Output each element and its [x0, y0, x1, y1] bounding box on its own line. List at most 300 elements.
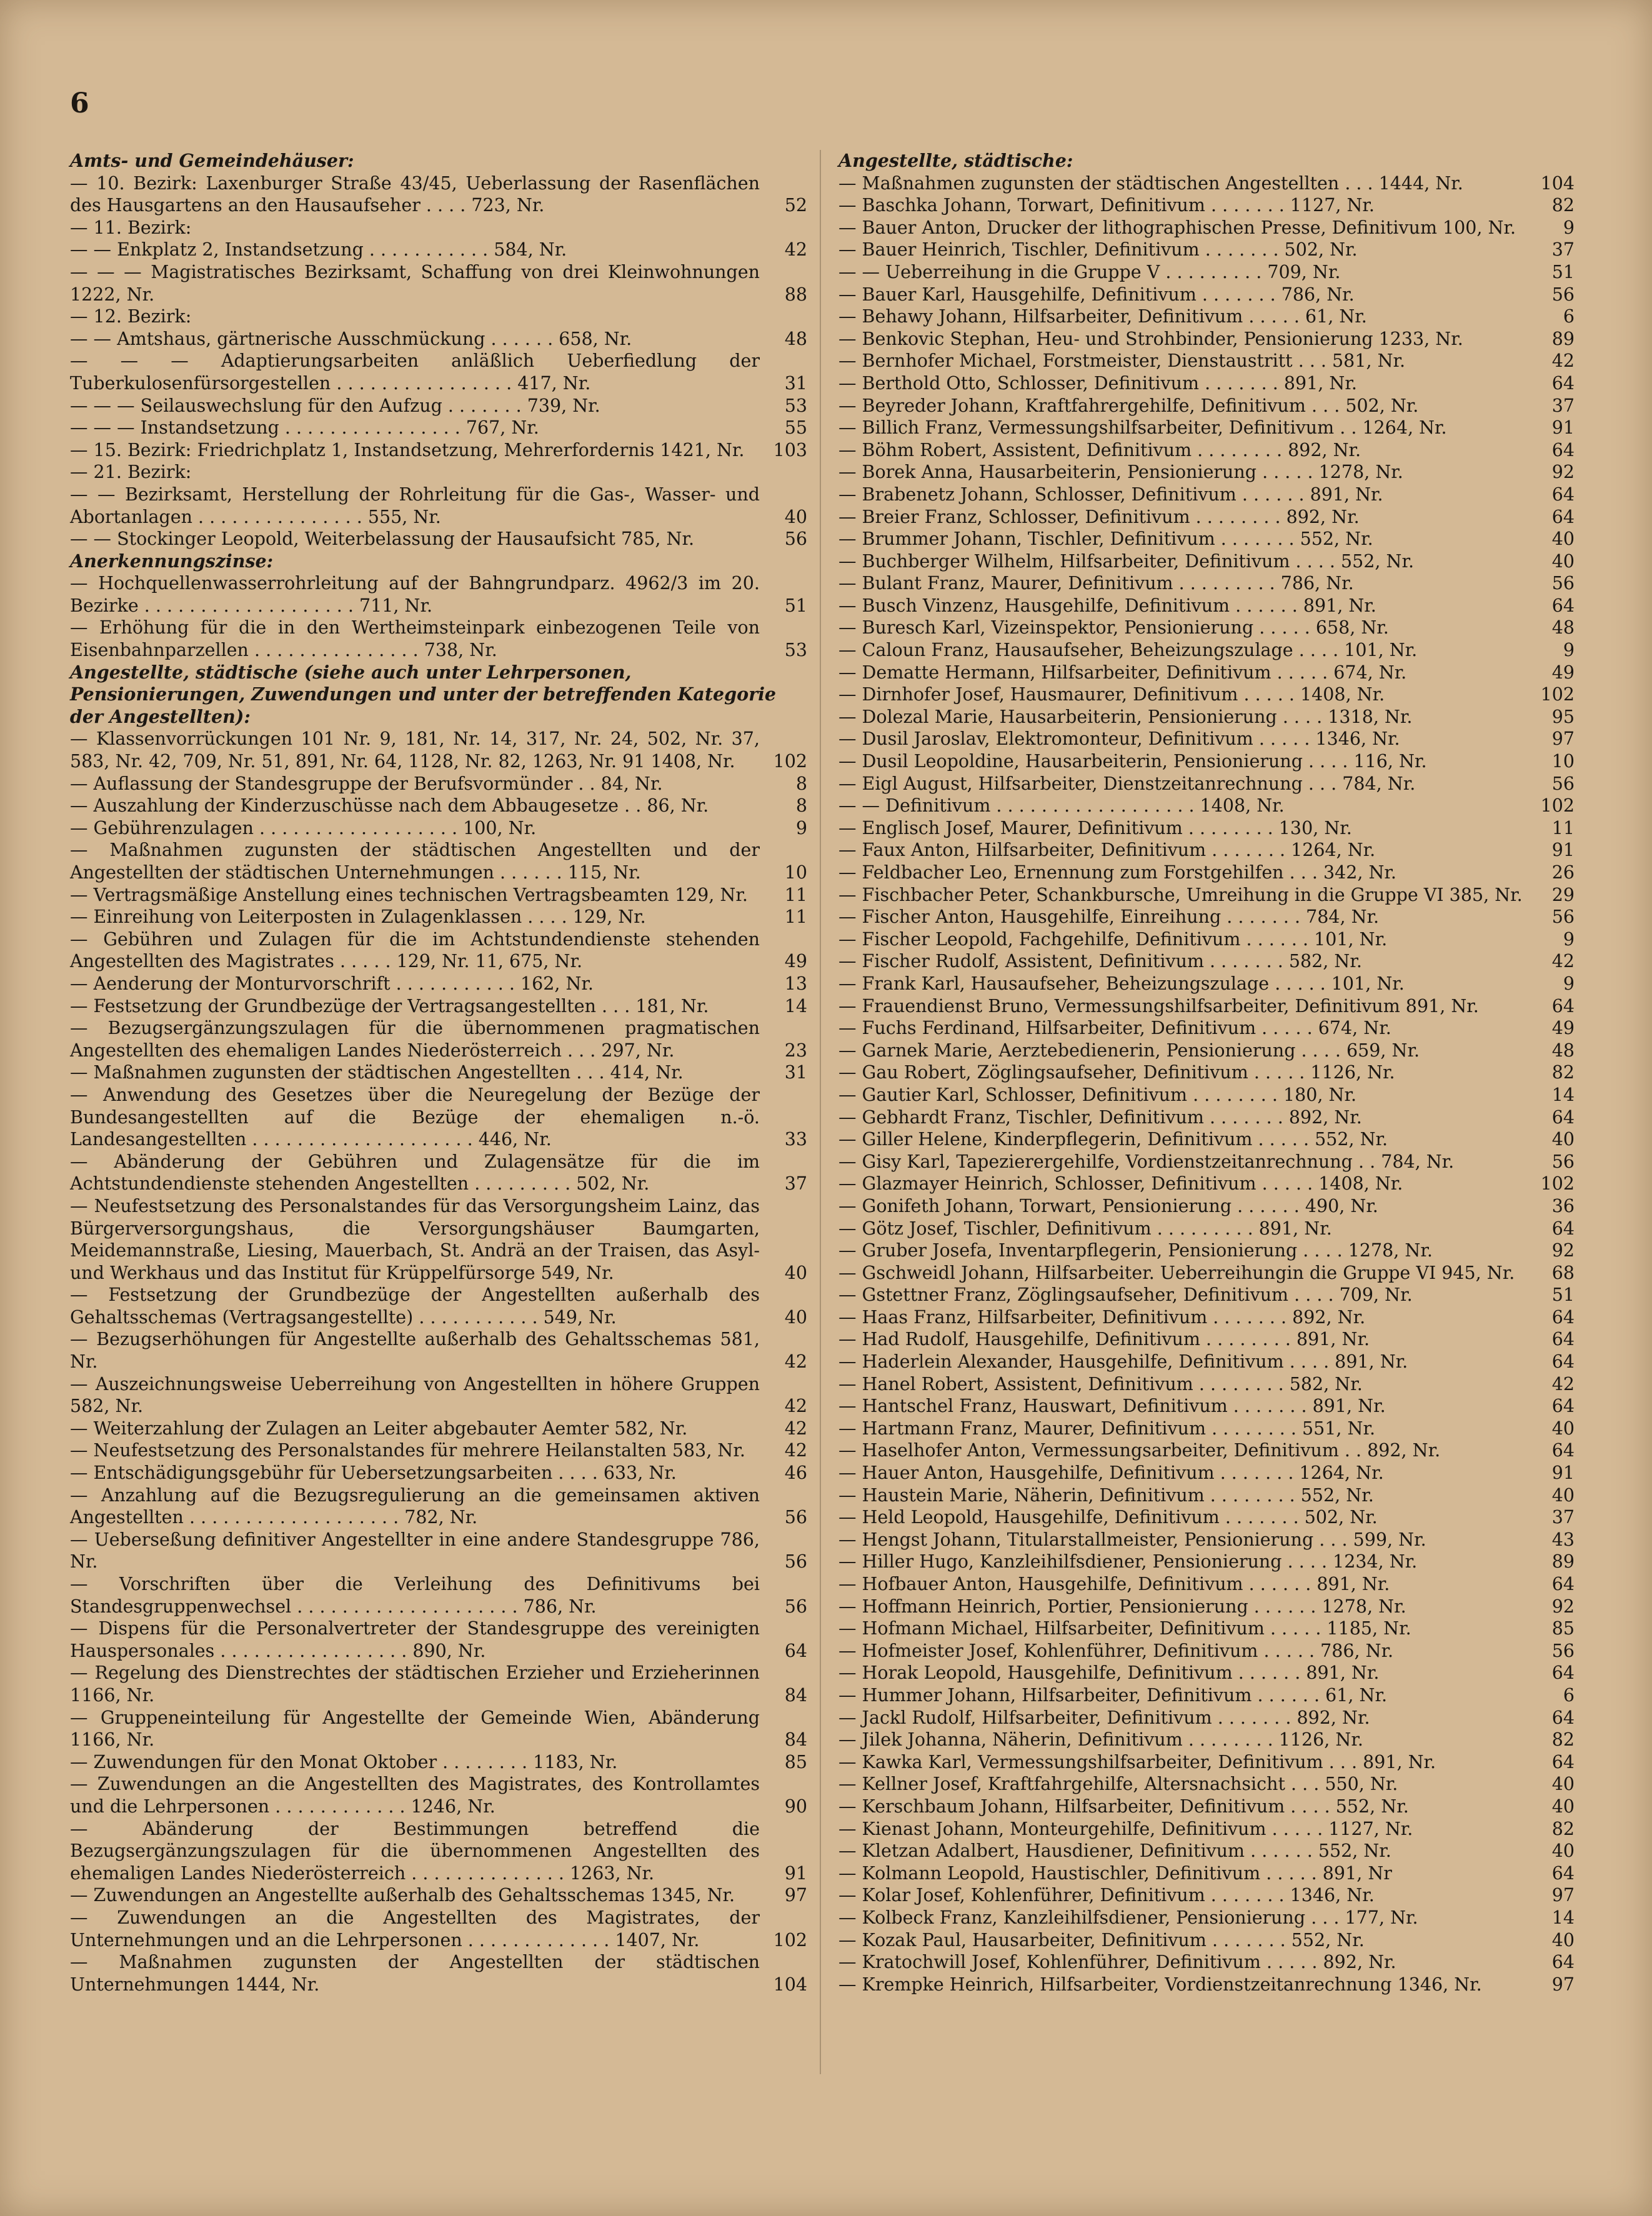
- entry-page-ref: 31: [784, 372, 807, 394]
- entry-page-ref: 49: [1551, 662, 1575, 683]
- entry-page-ref: 37: [1551, 239, 1575, 261]
- entry-text: — Giller Helene, Kinderpflegerin, Definitivum . . . . . 552, Nr.: [838, 1129, 1388, 1150]
- right-index-entry: [838, 350, 1575, 372]
- entry-page-ref: 10: [784, 862, 807, 883]
- entry-text: — Busch Vinzenz, Hausgehilfe, Definitivum . . . . . . 891, Nr.: [838, 595, 1376, 616]
- right-index-entry: [838, 1974, 1575, 1996]
- entry-page-ref: 56: [784, 1551, 807, 1573]
- right-index-entry: [838, 1640, 1575, 1662]
- entry-text: — Abänderung der Gebühren und Zulagensätze für die im Achtstundendienste stehenden Angestellten . . . . . . . . . 502, Nr.: [70, 1151, 760, 1195]
- right-index-entry: [838, 217, 1575, 239]
- right-index-entry: [838, 261, 1575, 284]
- entry-page-ref: 37: [1551, 395, 1575, 416]
- left-index-entry: [70, 773, 807, 795]
- right-index-entry: [838, 1462, 1575, 1484]
- entry-text: — Hengst Johann, Titularstallmeister, Pensionierung . . . 599, Nr.: [838, 1529, 1426, 1550]
- entry-page-ref: 40: [784, 1262, 807, 1283]
- right-index-entry: [838, 839, 1575, 862]
- entry-text: — Kienast Johann, Monteurgehilfe, Definitivum . . . . . 1127, Nr.: [838, 1818, 1413, 1839]
- entry-text: — Auszeichnungsweise Ueberreihung von Angestellten in höhere Gruppen 582, Nr.: [70, 1373, 760, 1417]
- entry-text: — Frauendienst Bruno, Vermessungshilfsarbeiter, Definitivum 891, Nr.: [838, 995, 1479, 1016]
- entry-text: — Kerschbaum Johann, Hilfsarbeiter, Definitivum . . . . 552, Nr.: [838, 1796, 1409, 1817]
- entry-page-ref: 40: [1551, 1929, 1575, 1950]
- entry-text: — Faux Anton, Hilfsarbeiter, Definitivum . . . . . . . 1264, Nr.: [838, 840, 1376, 861]
- left-index-entry: [70, 839, 807, 883]
- entry-text: — Haustein Marie, Näherin, Definitivum . . . . . . . . 552, Nr.: [838, 1484, 1374, 1506]
- right-index-entry: [838, 1684, 1575, 1707]
- entry-page-ref: 9: [1563, 640, 1575, 661]
- entry-page-ref: 64: [1551, 1574, 1575, 1594]
- entry-page-ref: 40: [1551, 529, 1575, 550]
- entry-text: — Maßnahmen zugunsten der Angestellten der städtischen Unternehmungen 1444, Nr.: [70, 1952, 760, 1995]
- entry-text: — Feldbacher Leo, Ernennung zum Forstgehilfen . . . 342, Nr.: [838, 862, 1396, 883]
- entry-text: — Götz Josef, Tischler, Definitivum . . . . . . . . . 891, Nr.: [838, 1218, 1332, 1239]
- entry-text: — Dusil Jaroslav, Elektromonteur, Definitivum . . . . . 1346, Nr.: [838, 728, 1400, 750]
- entry-page-ref: 64: [1551, 595, 1575, 616]
- entry-text: — 15. Bezirk: Friedrichplatz 1, Instandsetzung, Mehrerfordernis 1421, Nr.: [70, 439, 745, 460]
- entry-page-ref: 14: [1551, 1084, 1575, 1105]
- left-index-entry: [70, 1573, 807, 1617]
- entry-page-ref: 36: [1551, 1195, 1575, 1216]
- entry-page-ref: 40: [1551, 1774, 1575, 1795]
- right-index-entry: [838, 1862, 1575, 1885]
- entry-text: — Vertragsmäßige Anstellung eines technischen Vertragsbeamten 129, Nr.: [70, 884, 748, 905]
- entry-page-ref: 31: [784, 1062, 807, 1083]
- entry-text: — Neufestsetzung des Personalstandes für mehrere Heilanstalten 583, Nr.: [70, 1440, 745, 1461]
- entry-text: — Gau Robert, Zöglingsaufseher, Definitivum . . . . . 1126, Nr.: [838, 1062, 1395, 1083]
- right-index-entry: [838, 1596, 1575, 1618]
- entry-page-ref: 42: [1551, 951, 1575, 972]
- right-index-entry: [838, 928, 1575, 951]
- right-index-entry: [838, 1262, 1575, 1284]
- right-index-entry: [838, 1707, 1575, 1729]
- right-index-entry: [838, 1818, 1575, 1841]
- entry-page-ref: 42: [784, 1440, 807, 1461]
- entry-text: — Festsetzung der Grundbezüge der Angestellten außerhalb des Gehaltsschemas (Vertragsangestellte) . . . . . . . . . . . 549, Nr.: [70, 1284, 760, 1328]
- left-index-entry: [70, 1951, 807, 1995]
- entry-text: — Klassenvorrückungen 101 Nr. 9, 181, Nr. 14, 317, Nr. 24, 502, Nr. 37, 583, Nr. 42, 709, Nr. 51, 891, Nr. 64, 1128, Nr. 82, 1263, Nr. 91 1408, Nr.: [70, 728, 760, 772]
- entry-text: — — Amtshaus, gärtnerische Ausschmückung . . . . . . 658, Nr.: [70, 328, 632, 349]
- right-index-entry: [838, 239, 1575, 261]
- left-index-entry: [70, 1617, 807, 1662]
- right-column: [838, 150, 1575, 1995]
- entry-text: — — Definitivum . . . . . . . . . . . . . . . . . . 1408, Nr.: [838, 795, 1285, 817]
- entry-text: — Gebhardt Franz, Tischler, Definitivum . . . . . . . 892, Nr.: [838, 1106, 1362, 1128]
- entry-text: — Garnek Marie, Aerztebedienerin, Pensionierung . . . . 659, Nr.: [838, 1040, 1420, 1061]
- right-index-entry: [838, 1195, 1575, 1218]
- left-index-entry: [70, 484, 807, 528]
- entry-text: — Zuwendungen an die Angestellten des Magistrates, des Kontrollamtes und die Lehrpersonen . . . . . . . . . . . . 1246, Nr.: [70, 1774, 760, 1817]
- entry-text: — Fischbacher Peter, Schankbursche, Umreihung in die Gruppe VI 385, Nr.: [838, 884, 1523, 905]
- entry-page-ref: 42: [784, 1351, 807, 1373]
- entry-page-ref: 102: [1540, 795, 1575, 817]
- right-index-entry: [838, 706, 1575, 728]
- left-index-entry: [70, 417, 807, 439]
- left-index-entry: [70, 1707, 807, 1751]
- entry-page-ref: 84: [784, 1684, 807, 1706]
- entry-page-ref: 13: [784, 973, 807, 994]
- left-index-entry: [70, 328, 807, 350]
- entry-page-ref: 42: [784, 1418, 807, 1439]
- entry-page-ref: 64: [1551, 1862, 1575, 1884]
- entry-page-ref: 84: [784, 1729, 807, 1751]
- entry-text: — Gisy Karl, Tapezierergehilfe, Vordienstzeitanrechnung . . 784, Nr.: [838, 1151, 1455, 1172]
- right-index-entry: [838, 884, 1575, 907]
- entry-text: — Bulant Franz, Maurer, Definitivum . . . . . . . . . 786, Nr.: [838, 573, 1354, 594]
- left-index-entry: [70, 1529, 807, 1573]
- entry-page-ref: 56: [1551, 907, 1575, 928]
- right-index-entry: [838, 1061, 1575, 1084]
- entry-text: — Haas Franz, Hilfsarbeiter, Definitivum . . . . . . . 892, Nr.: [838, 1306, 1366, 1328]
- entry-page-ref: 40: [784, 1306, 807, 1328]
- entry-page-ref: 48: [1551, 617, 1575, 638]
- entry-text: — Dusil Leopoldine, Hausarbeiterin, Pensionierung . . . . 116, Nr.: [838, 751, 1427, 772]
- entry-text: — Jilek Johanna, Näherin, Definitivum . . . . . . . . 1126, Nr.: [838, 1729, 1363, 1751]
- entry-text: — Hiller Hugo, Kanzleihilfsdiener, Pensionierung . . . . 1234, Nr.: [838, 1551, 1418, 1573]
- entry-text: — Abänderung der Bestimmungen betreffend die Bezugsergänzungszulagen für die übernommenen Angestellten des ehemaligen Landes Niederösterreich . . . . . . . . . . . . . . 1263, Nr.: [70, 1818, 760, 1884]
- entry-page-ref: 104: [773, 1974, 807, 1995]
- entry-text: — Behawy Johann, Hilfsarbeiter, Definitivum . . . . . 61, Nr.: [838, 306, 1367, 327]
- entry-text: — Kolbeck Franz, Kanzleihilfsdiener, Pensionierung . . . 177, Nr.: [838, 1907, 1418, 1928]
- left-index-entry: [70, 1017, 807, 1061]
- entry-page-ref: 102: [773, 751, 807, 772]
- entry-text: — Zuwendungen an die Angestellten des Magistrates, der Unternehmungen und an die Lehrpersonen . . . . . . . . . . . . . 1407, Nr.: [70, 1907, 760, 1950]
- left-index-entry: [70, 350, 807, 394]
- entry-page-ref: 64: [1551, 1306, 1575, 1328]
- right-index-entry: [838, 1439, 1575, 1462]
- right-index-entry: [838, 528, 1575, 550]
- entry-page-ref: 9: [1563, 928, 1575, 950]
- entry-page-ref: 42: [1551, 350, 1575, 372]
- right-heading: Angestellte, städtische:: [838, 150, 1073, 171]
- entry-text: — Billich Franz, Vermessungshilfsarbeiter, Definitivum . . 1264, Nr.: [838, 417, 1447, 439]
- entry-page-ref: 43: [1551, 1529, 1575, 1550]
- entry-text: — Gruppeneinteilung für Angestellte der Gemeinde Wien, Abänderung 1166, Nr.: [70, 1707, 760, 1751]
- right-index-entry: [838, 172, 1575, 195]
- left-index-entry: [70, 1328, 807, 1373]
- entry-text: — Kolmann Leopold, Haustischler, Definitivum . . . . . 891, Nr: [838, 1862, 1392, 1884]
- left-index-entry: [70, 172, 807, 217]
- entry-page-ref: 51: [784, 595, 807, 616]
- left-index-entry: [70, 973, 807, 995]
- entry-page-ref: 37: [1551, 1507, 1575, 1528]
- entry-text: — Maßnahmen zugunsten der städtischen Angestellten . . . 1444, Nr.: [838, 172, 1463, 194]
- entry-text: — Eigl August, Hilfsarbeiter, Dienstzeitanrechnung . . . 784, Nr.: [838, 773, 1416, 794]
- entry-page-ref: 64: [1551, 1106, 1575, 1128]
- right-index-entry: [838, 1418, 1575, 1440]
- entry-page-ref: 51: [1551, 1284, 1575, 1306]
- entry-page-ref: 26: [1551, 862, 1575, 883]
- entry-text: — Auflassung der Standesgruppe der Berufsvormünder . . 84, Nr.: [70, 773, 663, 794]
- right-index-entry: [838, 1751, 1575, 1774]
- entry-text: — Beyreder Johann, Kraftfahrergehilfe, Definitivum . . . 502, Nr.: [838, 395, 1419, 416]
- left-index-entry: [70, 1751, 807, 1774]
- entry-text: — Hofmann Michael, Hilfsarbeiter, Definitivum . . . . . 1185, Nr.: [838, 1618, 1411, 1639]
- entry-page-ref: 37: [784, 1173, 807, 1195]
- right-index-entry: [838, 306, 1575, 328]
- left-index-entry: [70, 817, 807, 840]
- right-index-entry: [838, 973, 1575, 995]
- entry-text: — — — Instandsetzung . . . . . . . . . . . . . . . . 767, Nr.: [70, 417, 539, 439]
- entry-text: — Kellner Josef, Kraftfahrgehilfe, Altersnachsicht . . . 550, Nr.: [838, 1774, 1398, 1795]
- entry-page-ref: 92: [1551, 1596, 1575, 1617]
- entry-text: — 10. Bezirk: Laxenburger Straße 43/45, Ueberlassung der Rasenflächen des Hausgartens an den Hausaufseher . . . . 723, Nr.: [70, 172, 760, 216]
- right-index-entry: [838, 662, 1575, 684]
- entry-text: — Bezugserhöhungen für Angestellte außerhalb des Gehaltsschemas 581, Nr.: [70, 1329, 760, 1373]
- left-index-entry: [70, 572, 807, 617]
- page-number: 6: [70, 87, 89, 119]
- entry-page-ref: 103: [773, 439, 807, 460]
- entry-page-ref: 46: [784, 1463, 807, 1484]
- entry-page-ref: 64: [784, 1640, 807, 1661]
- entry-text: — Gebühren und Zulagen für die im Achtstundendienste stehenden Angestellten des Magistrates . . . . . 129, Nr. 11, 675, Nr.: [70, 928, 760, 972]
- entry-text: — Auszahlung der Kinderzuschüsse nach dem Abbaugesetze . . 86, Nr.: [70, 795, 709, 817]
- entry-text: — Dirnhofer Josef, Hausmaurer, Definitivum . . . . . 1408, Nr.: [838, 684, 1385, 705]
- entry-page-ref: 56: [784, 1507, 807, 1528]
- right-index-entry: [838, 1218, 1575, 1240]
- entry-text: — — — Magistratisches Bezirksamt, Schaffung von drei Kleinwohnungen 1222, Nr.: [70, 261, 760, 305]
- entry-page-ref: 40: [1551, 1796, 1575, 1817]
- right-index-entry: [838, 1484, 1575, 1507]
- entry-page-ref: 91: [1551, 1463, 1575, 1484]
- right-index-entry: [838, 1506, 1575, 1529]
- entry-page-ref: 56: [784, 529, 807, 550]
- left-index-entry: [70, 1884, 807, 1907]
- entry-page-ref: 14: [784, 995, 807, 1016]
- right-index-entry: [838, 1373, 1575, 1396]
- entry-text: — Krempke Heinrich, Hilfsarbeiter, Vordienstzeitanrechnung 1346, Nr.: [838, 1974, 1482, 1995]
- left-index-entry: [70, 884, 807, 907]
- right-index-entry: [838, 1328, 1575, 1351]
- entry-page-ref: 51: [1551, 261, 1575, 282]
- right-index-entry: [838, 372, 1575, 395]
- right-index-entry: [838, 1929, 1575, 1952]
- entry-text: — Haderlein Alexander, Hausgehilfe, Definitivum . . . . 891, Nr.: [838, 1351, 1408, 1373]
- entry-page-ref: 52: [784, 195, 807, 216]
- entry-text: — Gstettner Franz, Zöglingsaufseher, Definitivum . . . . 709, Nr.: [838, 1284, 1413, 1306]
- entry-text: — 21. Bezirk:: [70, 462, 192, 483]
- left-index-entry: [70, 617, 807, 661]
- left-index-entry: [70, 1284, 807, 1328]
- left-index-entry: [70, 261, 807, 306]
- left-index-entry: [70, 928, 807, 973]
- right-index-entry: [838, 639, 1575, 662]
- left-index-entry: [70, 306, 807, 328]
- entry-page-ref: 56: [1551, 573, 1575, 594]
- entry-page-ref: 102: [773, 1929, 807, 1950]
- entry-page-ref: 42: [784, 239, 807, 261]
- entry-page-ref: 40: [1551, 550, 1575, 572]
- entry-page-ref: 56: [784, 1596, 807, 1617]
- entry-page-ref: 92: [1551, 462, 1575, 483]
- right-index-entry: [838, 1040, 1575, 1062]
- entry-page-ref: 64: [1551, 1396, 1575, 1417]
- right-index-entry: [838, 1773, 1575, 1796]
- entry-text: — Fischer Leopold, Fachgehilfe, Definitivum . . . . . . 101, Nr.: [838, 928, 1388, 950]
- entry-text: — Glazmayer Heinrich, Schlosser, Definitivum . . . . . 1408, Nr.: [838, 1173, 1403, 1195]
- entry-text: — Gautier Karl, Schlosser, Definitivum . . . . . . . . 180, Nr.: [838, 1084, 1357, 1105]
- left-heading: Anerkennungszinse:: [70, 550, 274, 572]
- entry-page-ref: 64: [1551, 1440, 1575, 1461]
- entry-text: — Benkovic Stephan, Heu- und Strohbinder, Pensionierung 1233, Nr.: [838, 328, 1463, 349]
- entry-page-ref: 11: [784, 884, 807, 905]
- entry-page-ref: 40: [1551, 1418, 1575, 1439]
- right-index-entry: [838, 1617, 1575, 1640]
- entry-text: — Maßnahmen zugunsten der städtischen Angestellten . . . 414, Nr.: [70, 1062, 684, 1083]
- entry-page-ref: 64: [1551, 372, 1575, 394]
- right-index-entry: [838, 795, 1575, 817]
- entry-page-ref: 89: [1551, 1551, 1575, 1573]
- entry-page-ref: 89: [1551, 328, 1575, 349]
- right-index-entry: [838, 1729, 1575, 1751]
- right-index-entry: [838, 1551, 1575, 1573]
- left-index-entry: [70, 461, 807, 484]
- entry-page-ref: 64: [1551, 1751, 1575, 1772]
- right-index-entry: [838, 1662, 1575, 1684]
- entry-page-ref: 8: [795, 795, 807, 817]
- left-index-entry: [70, 1818, 807, 1885]
- entry-page-ref: 82: [1551, 1818, 1575, 1839]
- right-index-entry: [838, 506, 1575, 529]
- entry-page-ref: 64: [1551, 1329, 1575, 1350]
- entry-text: — Bauer Anton, Drucker der lithographischen Presse, Definitivum 100, Nr.: [838, 217, 1516, 238]
- right-index-entry: [838, 1351, 1575, 1373]
- entry-page-ref: 102: [1540, 1173, 1575, 1195]
- right-index-entry: [838, 1173, 1575, 1195]
- entry-text: — Hofmeister Josef, Kohlenführer, Definitivum . . . . . 786, Nr.: [838, 1640, 1394, 1661]
- entry-text: — Brabenetz Johann, Schlosser, Definitivum . . . . . . 891, Nr.: [838, 484, 1383, 505]
- right-index-entry: [838, 1240, 1575, 1262]
- entry-page-ref: 40: [1551, 1129, 1575, 1150]
- entry-text: — Bezugsergänzungszulagen für die übernommenen pragmatischen Angestellten des ehemaligen Landes Niederösterreich . . . 297, Nr.: [70, 1018, 760, 1061]
- left-index-entry: [70, 1151, 807, 1195]
- entry-text: — Hofbauer Anton, Hausgehilfe, Definitivum . . . . . . 891, Nr.: [838, 1574, 1390, 1594]
- entry-text: — Buchberger Wilhelm, Hilfsarbeiter, Definitivum . . . . 552, Nr.: [838, 550, 1415, 572]
- entry-text: — Hantschel Franz, Hauswart, Definitivum . . . . . . . 891, Nr.: [838, 1396, 1386, 1417]
- entry-text: — Aenderung der Monturvorschrift . . . . . . . . . . . 162, Nr.: [70, 973, 594, 994]
- entry-page-ref: 53: [784, 395, 807, 416]
- entry-page-ref: 6: [1563, 306, 1575, 327]
- entry-text: — — Stockinger Leopold, Weiterbelassung der Hausaufsicht 785, Nr.: [70, 529, 695, 550]
- right-index-entry: [838, 817, 1575, 840]
- entry-page-ref: 55: [784, 417, 807, 439]
- entry-page-ref: 9: [795, 817, 807, 838]
- entry-page-ref: 85: [1551, 1618, 1575, 1639]
- left-index-entry: [70, 1373, 807, 1418]
- right-index-entry: [838, 1151, 1575, 1173]
- entry-page-ref: 23: [784, 1040, 807, 1061]
- entry-text: — Hartmann Franz, Maurer, Definitivum . . . . . . . . 551, Nr.: [838, 1418, 1376, 1439]
- entry-page-ref: 42: [784, 1396, 807, 1417]
- entry-text: — — — Seilauswechslung für den Aufzug . . . . . . . 739, Nr.: [70, 395, 600, 416]
- entry-page-ref: 97: [1551, 728, 1575, 750]
- entry-page-ref: 102: [1540, 684, 1575, 705]
- entry-text: — Jackl Rudolf, Hilfsarbeiter, Definitivum . . . . . . . 892, Nr.: [838, 1707, 1370, 1728]
- entry-text: — Hanel Robert, Assistent, Definitivum . . . . . . . . 582, Nr.: [838, 1373, 1363, 1394]
- entry-page-ref: 91: [1551, 840, 1575, 861]
- entry-page-ref: 64: [1551, 1662, 1575, 1684]
- entry-page-ref: 85: [784, 1751, 807, 1772]
- entry-text: — Kletzan Adalbert, Hausdiener, Definitivum . . . . . . 552, Nr.: [838, 1841, 1391, 1862]
- entry-text: — Hoffmann Heinrich, Portier, Pensionierung . . . . . . 1278, Nr.: [838, 1596, 1406, 1617]
- entry-page-ref: 29: [1551, 884, 1575, 905]
- entry-text: — Gebührenzulagen . . . . . . . . . . . . . . . . . . 100, Nr.: [70, 817, 537, 838]
- entry-text: — Buresch Karl, Vizeinspektor, Pensionierung . . . . . 658, Nr.: [838, 617, 1389, 638]
- right-index-entry: [838, 728, 1575, 750]
- entry-page-ref: 11: [784, 907, 807, 928]
- right-index-entry: [838, 773, 1575, 795]
- entry-page-ref: 64: [1551, 1952, 1575, 1973]
- entry-text: — Gruber Josefa, Inventarpflegerin, Pensionierung . . . . 1278, Nr.: [838, 1240, 1433, 1261]
- entry-text: — Frank Karl, Hausaufseher, Beheizungszulage . . . . . 101, Nr.: [838, 973, 1405, 994]
- right-index-entry: [838, 1395, 1575, 1418]
- entry-text: — Festsetzung der Grundbezüge der Vertragsangestellten . . . 181, Nr.: [70, 995, 709, 1016]
- entry-text: — Fischer Rudolf, Assistent, Definitivum . . . . . . . 582, Nr.: [838, 951, 1362, 972]
- entry-text: — Ueberseßung definitiver Angestellter in eine andere Standesgruppe 786, Nr.: [70, 1529, 760, 1573]
- entry-text: — Gschweidl Johann, Hilfsarbeiter. Ueberreihungin die Gruppe VI 945, Nr.: [838, 1262, 1515, 1283]
- entry-text: — Fuchs Ferdinand, Hilfsarbeiter, Definitivum . . . . . 674, Nr.: [838, 1018, 1391, 1039]
- entry-page-ref: 88: [784, 284, 807, 305]
- left-index-entry: [70, 1773, 807, 1817]
- entry-text: — Maßnahmen zugunsten der städtischen Angestellten und der Angestellten der städtischen Unternehmungen . . . . . . 115, Nr.: [70, 840, 760, 883]
- entry-page-ref: 90: [784, 1796, 807, 1817]
- right-index-entry: [838, 1017, 1575, 1040]
- left-index-entry: [70, 1439, 807, 1462]
- entry-text: — Gonifeth Johann, Torwart, Pensionierung . . . . . . 490, Nr.: [838, 1195, 1378, 1216]
- entry-page-ref: 91: [1551, 417, 1575, 439]
- right-index-entry: [838, 1951, 1575, 1974]
- entry-page-ref: 14: [1551, 1907, 1575, 1928]
- entry-page-ref: 49: [1551, 1018, 1575, 1039]
- left-heading: Amts- und Gemeindehäuser:: [70, 150, 354, 171]
- entry-text: — Borek Anna, Hausarbeiterin, Pensionierung . . . . . 1278, Nr.: [838, 462, 1403, 483]
- entry-text: — Hummer Johann, Hilfsarbeiter, Definitivum . . . . . . 61, Nr.: [838, 1684, 1388, 1706]
- entry-text: — Weiterzahlung der Zulagen an Leiter abgebauter Aemter 582, Nr.: [70, 1418, 688, 1439]
- right-index-entry: [838, 284, 1575, 306]
- entry-text: — Entschädigungsgebühr für Uebersetzungsarbeiten . . . . 633, Nr.: [70, 1463, 677, 1484]
- right-index-entry: [838, 1796, 1575, 1818]
- entry-page-ref: 6: [1563, 1684, 1575, 1706]
- right-index-entry: [838, 1907, 1575, 1929]
- entry-page-ref: 56: [1551, 1640, 1575, 1661]
- right-index-entry: [838, 395, 1575, 417]
- right-index-entry: [838, 1306, 1575, 1329]
- entry-page-ref: 82: [1551, 1062, 1575, 1083]
- left-heading: Angestellte, städtische (siehe auch unter Lehrpersonen, Pensionierungen, Zuwendungen und unter der betreffenden Kategorie der Angestellten):: [70, 661, 777, 727]
- entry-page-ref: 97: [1551, 1885, 1575, 1906]
- entry-page-ref: 82: [1551, 1729, 1575, 1751]
- entry-page-ref: 64: [1551, 439, 1575, 460]
- entry-page-ref: 40: [1551, 1841, 1575, 1862]
- entry-text: — 12. Bezirk:: [70, 306, 192, 327]
- right-index-entry: [838, 906, 1575, 928]
- entry-text: — Hauer Anton, Hausgehilfe, Definitivum . . . . . . . 1264, Nr.: [838, 1463, 1384, 1484]
- entry-text: — Einreihung von Leiterposten in Zulagenklassen . . . . 129, Nr.: [70, 907, 646, 928]
- entry-page-ref: 95: [1551, 706, 1575, 727]
- entry-page-ref: 64: [1551, 1707, 1575, 1728]
- entry-text: — Caloun Franz, Hausaufseher, Beheizungszulage . . . . 101, Nr.: [838, 640, 1418, 661]
- entry-text: — Kawka Karl, Vermessungshilfsarbeiter, Definitivum . . . 891, Nr.: [838, 1751, 1436, 1772]
- entry-text: — Böhm Robert, Assistent, Definitivum . . . . . . . . 892, Nr.: [838, 439, 1361, 460]
- entry-text: — Regelung des Dienstrechtes der städtischen Erzieher und Erzieherinnen 1166, Nr.: [70, 1662, 760, 1706]
- entry-text: — Haselhofer Anton, Vermessungsarbeiter, Definitivum . . 892, Nr.: [838, 1440, 1441, 1461]
- entry-page-ref: 40: [1551, 1484, 1575, 1506]
- entry-page-ref: 91: [784, 1862, 807, 1884]
- entry-text: — Bauer Karl, Hausgehilfe, Definitivum . . . . . . . 786, Nr.: [838, 284, 1355, 305]
- right-index-entry: [838, 950, 1575, 973]
- entry-page-ref: 82: [1551, 195, 1575, 216]
- entry-text: — Vorschriften über die Verleihung des Definitivums bei Standesgruppenwechsel . . . . . . . . . . . . . . . . . . . . 786, Nr.: [70, 1574, 760, 1617]
